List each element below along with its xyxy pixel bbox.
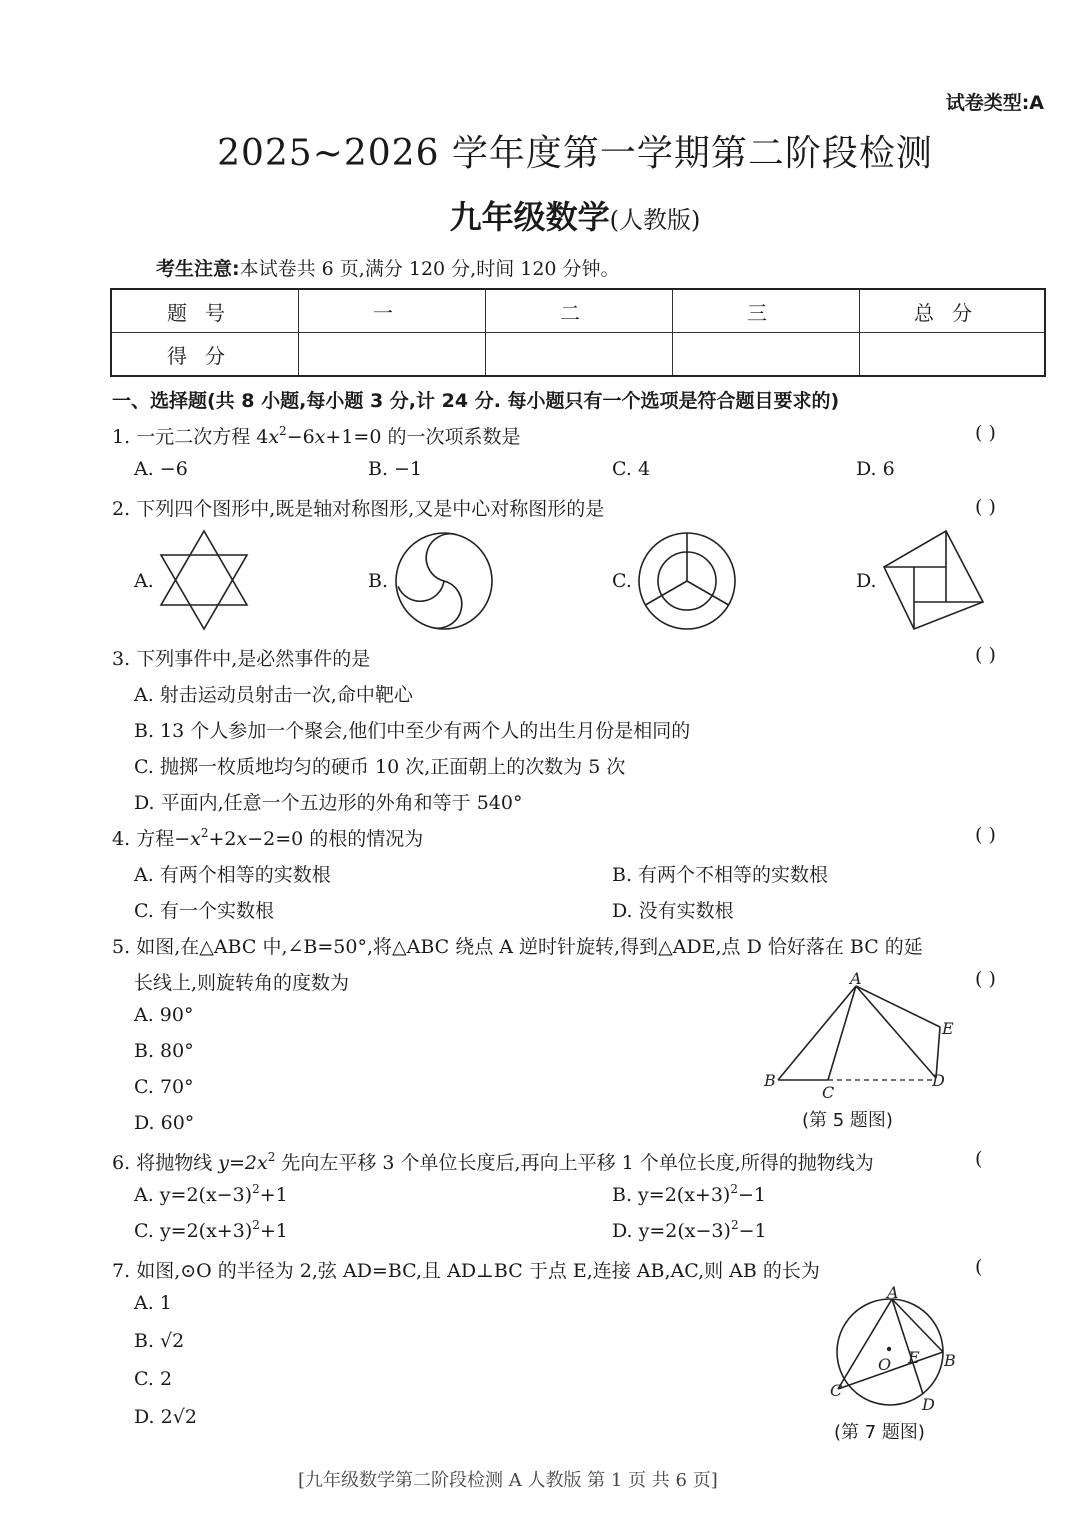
- question-3-option-b[interactable]: B. 13 个人参加一个聚会,他们中至少有两个人的出生月份是相同的: [134, 720, 691, 742]
- exponent: 2: [730, 1218, 739, 1232]
- option-text: D. y=2(x−3): [612, 1220, 731, 1242]
- stem-text: 一元二次方程 4: [136, 426, 269, 448]
- point-label-e: E: [942, 1019, 954, 1038]
- stem-text: +2: [208, 828, 237, 850]
- question-5-stem-line2: 长线上,则旋转角的度数为: [134, 972, 350, 994]
- question-5-option-b[interactable]: B. 80°: [134, 1040, 194, 1062]
- point-label-d: D: [922, 1395, 935, 1414]
- question-4-option-c[interactable]: C. 有一个实数根: [134, 900, 274, 922]
- math-var: x: [190, 828, 201, 850]
- point-label-d: D: [932, 1071, 945, 1090]
- option-text: −1: [738, 1220, 767, 1242]
- question-6-stem: [112, 1148, 874, 1175]
- question-1-option-b[interactable]: B. −1: [368, 458, 423, 480]
- question-number: 7.: [112, 1260, 131, 1282]
- score-table-score-row: [111, 333, 1045, 377]
- column-section-1: 一: [299, 289, 486, 333]
- subject-title: 九年级数学: [449, 198, 610, 236]
- question-5-option-a[interactable]: A. 90°: [134, 1004, 194, 1026]
- exam-subtitle: [0, 192, 1080, 238]
- option-text: +1: [259, 1184, 288, 1206]
- notice-text: 本试卷共 6 页,满分 120 分,时间 120 分钟。: [239, 258, 620, 280]
- question-1-option-c[interactable]: C. 4: [612, 458, 651, 480]
- question-3-stem: [112, 644, 370, 671]
- question-1-stem: [112, 422, 520, 449]
- question-7-figure-caption: (第 7 题图): [834, 1422, 925, 1443]
- stem-text: 如图,⊙O 的半径为 2,弦 AD=BC,且 AD⊥BC 于点 E,连接 AB,AC,则 AB 的长为: [136, 1260, 820, 1282]
- question-5-stem-line1: [112, 932, 923, 959]
- exponent: 2: [252, 1182, 260, 1196]
- pinwheel-square-icon: [880, 528, 986, 632]
- exam-notice: [156, 254, 620, 281]
- question-6-option-b[interactable]: [612, 1184, 766, 1206]
- question-5-option-d[interactable]: D. 60°: [134, 1112, 195, 1134]
- score-cell-section-3[interactable]: [673, 333, 860, 377]
- option-text: A. y=2(x−3): [134, 1184, 253, 1206]
- option-text: +1: [259, 1220, 288, 1242]
- question-6-option-a[interactable]: [134, 1184, 288, 1206]
- question-7-option-a[interactable]: A. 1: [134, 1292, 172, 1314]
- question-2-option-d[interactable]: D.: [856, 570, 877, 592]
- score-cell-section-1[interactable]: [299, 333, 486, 377]
- question-7-option-c[interactable]: C. 2: [134, 1368, 173, 1390]
- row-header-question-number: 题号: [111, 289, 299, 333]
- row-header-score: 得分: [111, 333, 299, 377]
- exam-title: 2025~2026 学年度第一学期第二阶段检测: [217, 133, 933, 174]
- point-label-c: C: [830, 1381, 843, 1400]
- exponent: 2: [200, 826, 209, 840]
- score-table-header-row: [111, 289, 1045, 333]
- stem-text: 将抛物线: [136, 1152, 219, 1174]
- column-section-2: 二: [486, 289, 673, 333]
- answer-blank-4[interactable]: ( ): [975, 824, 996, 846]
- stem-text: 先向左平移 3 个单位长度后,再向上平移 1 个单位长度,所得的抛物线为: [275, 1152, 874, 1174]
- question-number: 3.: [112, 648, 131, 670]
- hexagram-icon: [158, 528, 250, 632]
- score-table: [110, 288, 1046, 377]
- question-1-option-d[interactable]: D. 6: [856, 458, 895, 480]
- point-label-o: O: [878, 1355, 892, 1374]
- stem-text: 方程−: [136, 828, 191, 850]
- question-2-option-a[interactable]: A.: [134, 570, 154, 592]
- exponent: 2: [730, 1182, 738, 1196]
- page-footer: [九年级数学第二阶段检测 A 人教版 第 1 页 共 6 页]: [298, 1470, 718, 1491]
- question-number: 6.: [112, 1152, 131, 1174]
- answer-blank-2[interactable]: ( ): [975, 496, 996, 518]
- option-text: −1: [737, 1184, 766, 1206]
- exponent: 2: [279, 424, 287, 438]
- column-section-3: 三: [673, 289, 860, 333]
- point-label-c: C: [822, 1083, 835, 1100]
- question-4-option-d[interactable]: D. 没有实数根: [612, 900, 734, 922]
- question-3-option-a[interactable]: A. 射击运动员射击一次,命中靶心: [134, 684, 413, 706]
- edition-label: (人教版): [609, 206, 701, 234]
- column-total: 总分: [860, 289, 1046, 333]
- exponent: 2: [252, 1218, 260, 1232]
- question-6-option-d[interactable]: [612, 1220, 767, 1242]
- question-5-figure-caption: (第 5 题图): [802, 1110, 893, 1131]
- point-label-e: E: [908, 1348, 920, 1367]
- stem-text: 下列四个图形中,既是轴对称图形,又是中心对称图形的是: [136, 498, 605, 520]
- math-var: x: [236, 828, 248, 850]
- question-1-option-a[interactable]: A. −6: [134, 458, 188, 480]
- question-2-option-b[interactable]: B.: [368, 570, 389, 592]
- question-number: 4.: [112, 828, 131, 850]
- question-7-option-d[interactable]: D. 2√2: [134, 1406, 197, 1428]
- option-text: B. y=2(x+3): [612, 1184, 731, 1206]
- paper-type-label: 试卷类型:A: [945, 92, 1044, 114]
- question-2-stem: [112, 494, 604, 521]
- question-number: 5.: [112, 936, 131, 958]
- question-4-option-a[interactable]: A. 有两个相等的实数根: [134, 864, 331, 886]
- question-number: 1.: [112, 426, 131, 448]
- question-6-option-c[interactable]: [134, 1220, 288, 1242]
- point-label-b: B: [764, 1071, 776, 1090]
- question-7-circle-chord-figure: [826, 1286, 966, 1414]
- answer-blank-5[interactable]: ( ): [975, 968, 996, 990]
- question-number: 2.: [112, 498, 131, 520]
- stem-text: 如图,在△ABC 中,∠B=50°,将△ABC 绕点 A 逆时针旋转,得到△ADE,点 D 恰好落在 BC 的延: [136, 936, 923, 958]
- score-cell-total[interactable]: [860, 333, 1046, 377]
- answer-blank-6[interactable]: (: [975, 1148, 983, 1170]
- question-7-option-b[interactable]: B. √2: [134, 1330, 185, 1352]
- point-label-a: A: [850, 970, 862, 988]
- section-1-heading: 一、选择题(共 8 小题,每小题 3 分,计 24 分. 每小题只有一个选项是符合题目要求的): [112, 390, 840, 412]
- concentric-circles-three-spokes-icon: [636, 530, 738, 632]
- answer-blank-7[interactable]: (: [975, 1256, 983, 1278]
- exponent: 2: [267, 1150, 276, 1164]
- question-2-option-c[interactable]: C.: [612, 570, 632, 592]
- math-var: x: [268, 426, 280, 448]
- question-3-option-c[interactable]: C. 抛掷一枚质地均匀的硬币 10 次,正面朝上的次数为 5 次: [134, 756, 626, 778]
- question-5-option-c[interactable]: C. 70°: [134, 1076, 194, 1098]
- tomoe-circle-icon: [393, 530, 495, 632]
- answer-blank-1[interactable]: ( ): [975, 422, 996, 444]
- question-3-option-d[interactable]: D. 平面内,任意一个五边形的外角和等于 540°: [134, 792, 523, 814]
- score-cell-section-2[interactable]: [486, 333, 673, 377]
- option-text: C. y=2(x+3): [134, 1220, 253, 1242]
- stem-text: +1=0 的一次项系数是: [325, 426, 521, 448]
- question-5-triangle-rotation-figure: [760, 970, 960, 1100]
- math-expression: y=2x: [218, 1152, 268, 1174]
- question-7-stem: [112, 1256, 820, 1283]
- stem-text: −2=0 的根的情况为: [247, 828, 424, 850]
- stem-text: 下列事件中,是必然事件的是: [136, 648, 371, 670]
- point-label-b: B: [944, 1351, 956, 1370]
- math-var: x: [314, 426, 326, 448]
- question-4-stem: [112, 824, 423, 851]
- question-4-option-b[interactable]: B. 有两个不相等的实数根: [612, 864, 829, 886]
- point-label-a: A: [887, 1286, 899, 1302]
- answer-blank-3[interactable]: ( ): [975, 644, 996, 666]
- stem-text: −6: [286, 426, 315, 448]
- notice-label: 考生注意:: [156, 258, 240, 280]
